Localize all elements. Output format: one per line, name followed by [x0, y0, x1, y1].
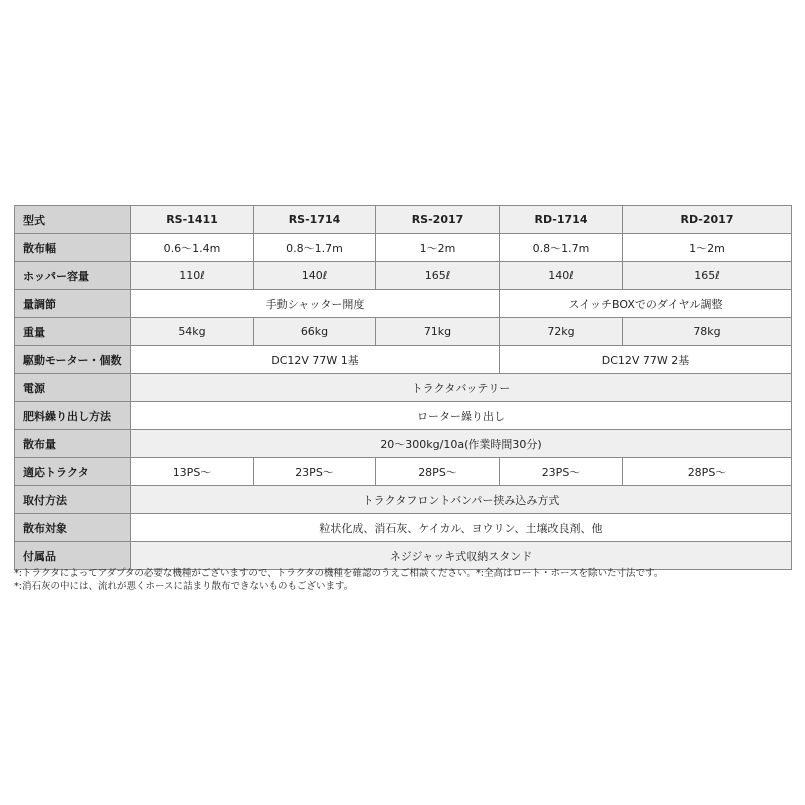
row-header: ホッパー容量 — [15, 262, 131, 290]
table-cell: 71kg — [376, 318, 500, 346]
table-cell: 72kg — [500, 318, 623, 346]
row-header: 駆動モーター・個数 — [15, 346, 131, 374]
table-cell: 165ℓ — [623, 262, 792, 290]
table-cell: ネジジャッキ式収納スタンド — [131, 542, 792, 570]
table-row — [15, 542, 792, 570]
row-header: 付属品 — [15, 542, 131, 570]
table-cell: DC12V 77W 2基 — [500, 346, 792, 374]
table-cell: RS-1411 — [131, 206, 254, 234]
table-cell: 28PS～ — [623, 458, 792, 486]
table-row — [15, 374, 792, 402]
row-header: 量調節 — [15, 290, 131, 318]
table-cell: RS-1714 — [254, 206, 376, 234]
table-cell: トラクタフロントバンパー挟み込み方式 — [131, 486, 792, 514]
spec-table — [14, 205, 792, 570]
table-cell: 1～2m — [376, 234, 500, 262]
footnotes — [14, 567, 794, 593]
table-cell: 140ℓ — [500, 262, 623, 290]
table-cell: 78kg — [623, 318, 792, 346]
table-cell: RD-1714 — [500, 206, 623, 234]
table-cell: 28PS～ — [376, 458, 500, 486]
table-cell: RD-2017 — [623, 206, 792, 234]
table-row — [15, 486, 792, 514]
table-row — [15, 430, 792, 458]
row-header: 重量 — [15, 318, 131, 346]
table-cell: 20～300kg/10a(作業時間30分) — [131, 430, 792, 458]
table-row — [15, 514, 792, 542]
table-cell: ローター繰り出し — [131, 402, 792, 430]
footnote: *:消石灰の中には、流れが悪くホースに詰まり散布できないものもございます。 — [14, 581, 354, 592]
row-header: 散布対象 — [15, 514, 131, 542]
table-cell: 粒状化成、消石灰、ケイカル、ヨウリン、土壌改良剤、他 — [131, 514, 792, 542]
row-header: 散布幅 — [15, 234, 131, 262]
table-cell: 0.8～1.7m — [500, 234, 623, 262]
table-row — [15, 318, 792, 346]
table-cell: 23PS～ — [500, 458, 623, 486]
table-cell: 0.8～1.7m — [254, 234, 376, 262]
table-row — [15, 262, 792, 290]
table-cell: 手動シャッター開度 — [131, 290, 500, 318]
row-header: 電源 — [15, 374, 131, 402]
table-cell: 0.6～1.4m — [131, 234, 254, 262]
table-row — [15, 290, 792, 318]
table-cell: スイッチBOXでのダイヤル調整 — [500, 290, 792, 318]
row-header: 適応トラクタ — [15, 458, 131, 486]
table-cell: 13PS～ — [131, 458, 254, 486]
table-cell: 1～2m — [623, 234, 792, 262]
table-cell: 54kg — [131, 318, 254, 346]
row-header: 肥料繰り出し方法 — [15, 402, 131, 430]
table-cell: 165ℓ — [376, 262, 500, 290]
table-row — [15, 346, 792, 374]
row-header: 取付方法 — [15, 486, 131, 514]
table-row — [15, 234, 792, 262]
row-header: 散布量 — [15, 430, 131, 458]
table-row — [15, 402, 792, 430]
footnote: *:トラクタによってアダプタの必要な機種がございますので、トラクタの機種を確認のうえご相談ください。*:全高はロート・ホースを除いた寸法です。 — [14, 568, 664, 579]
table-row — [15, 458, 792, 486]
table-cell: 140ℓ — [254, 262, 376, 290]
table-cell: トラクタバッテリー — [131, 374, 792, 402]
row-header: 型式 — [15, 206, 131, 234]
table-cell: 110ℓ — [131, 262, 254, 290]
spec-table-body — [15, 206, 792, 570]
table-cell: DC12V 77W 1基 — [131, 346, 500, 374]
table-cell: RS-2017 — [376, 206, 500, 234]
table-cell: 66kg — [254, 318, 376, 346]
table-row — [15, 206, 792, 234]
table-cell: 23PS～ — [254, 458, 376, 486]
